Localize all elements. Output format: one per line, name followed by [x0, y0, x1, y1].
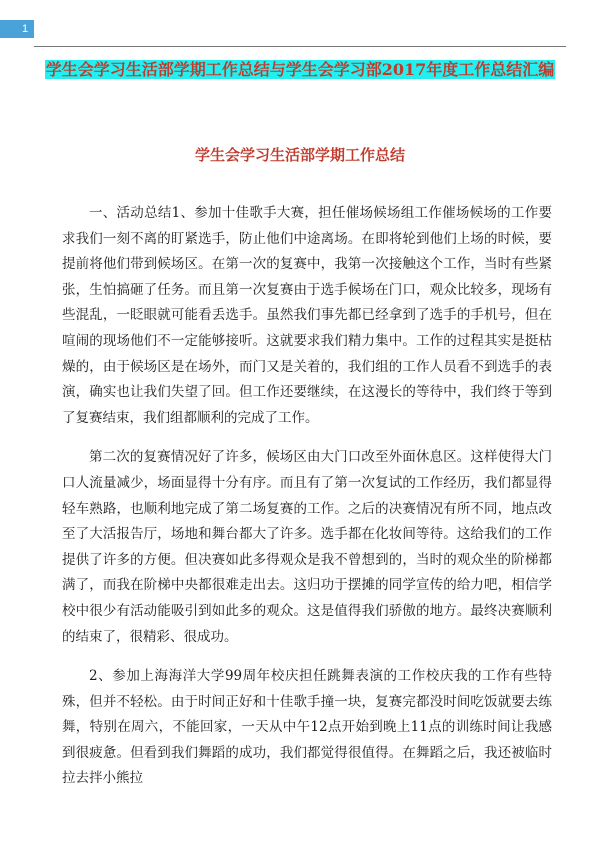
document-body: [62, 201, 552, 806]
section-title: 学生会学习生活部学期工作总结: [194, 146, 405, 164]
body-paragraph: 2、参加上海海洋大学99周年校庆担任跳舞表演的工作校庆我的工作有些特殊，但并不轻松。由于时间正好和十佳歌手撞一块，复赛完都没时间吃饭就要去练舞，特别在周六，不能回家，一天从中午12点开始到晚上11点的训练时间让我感到很疲惫。但看到我们舞蹈的成功，我们都觉得很值得。在舞蹈之后，我还被临时拉去拌小熊拉: [62, 668, 552, 787]
body-paragraph: 一、活动总结1、参加十佳歌手大赛，担任催场候场组工作催场候场的工作要求我们一刻不离的盯紧选手，防止他们中途离场。在即将轮到他们上场的时候，要提前将他们带到候场区。在第一次的复赛中，我第一次接触这个工作，当时有些紧张，生怕搞砸了任务。而且第一次复赛由于选手候场在门口，观众比较多，现场有些混乱，一眨眼就可能看丢选手。虽然我们事先都已经拿到了选手的手机号，但在喧闹的现场他们不一定能够接听。这就要求我们精力集中。工作的过程其实是挺枯燥的，由于候场区是在场外，而门又是关着的，我们组的工作人员看不到选手的表演，确实也让我们失望了回。但工作还要继续，在这漫长的等待中，我们终于等到了复赛结束，我们组都顺利的完成了工作。: [62, 205, 552, 426]
document-title: [40, 58, 560, 82]
header-rule: [34, 46, 566, 47]
body-paragraph: 第二次的复赛情况好了许多，候场区由大门口改至外面休息区。这样使得大门口人流量减少，场面显得十分有序。而且有了第一次复试的工作经历，我们都显得轻车熟路，也顺利地完成了第二场复赛的工作。之后的决赛情况有所不同，地点改至了大活报告厅，场地和舞台都大了许多。选手都在化妆间等待。这给我们的工作提供了许多的方便。但决赛如此多得观众是我不曾想到的，当时的观众坐的阶梯都满了，而我在阶梯中央都很难走出去。这归功于摆摊的同学宣传的给力吧，相信学校中很少有活动能吸引到如此多的观众。这是值得我们骄傲的地方。最终决赛顺利的结束了，很精彩、很成功。: [62, 449, 552, 645]
document-title-text: 学生会学习生活部学期工作总结与学生会学习部2017年度工作总结汇编: [45, 60, 555, 79]
page-number-badge: 1: [0, 20, 34, 38]
